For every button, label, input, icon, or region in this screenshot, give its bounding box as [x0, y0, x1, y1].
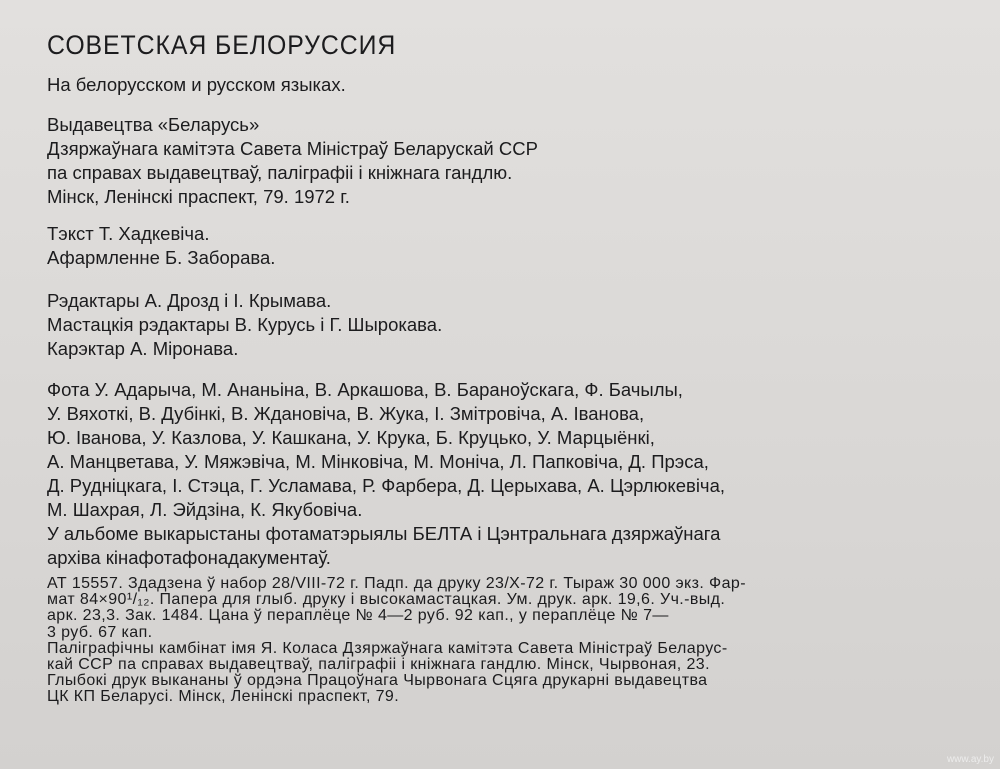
- photo-credit-line: Ю. Іванова, У. Казлова, У. Кашкана, У. Крука, Б. Круцько, У. Марцыёнкі,: [47, 427, 655, 448]
- photo-credit-line: Д. Рудніцкага, І. Стэца, Г. Усламава, Р. Фарбера, Д. Церыхава, А. Цэрлюкевіча,: [47, 475, 725, 496]
- imprint-line: Глыбокі друк выкананы ў ордэна Працоўнага Чырвонага Сцяга друкарні выдавецтва: [47, 672, 708, 690]
- photo-credit-line: А. Манцветава, У. Мяжэвіча, М. Мінковіча, М. Моніча, Л. Папковіча, Д. Прэса,: [47, 451, 709, 472]
- imprint-line: мат 84×90¹/₁₂. Папера для глыб. друку і высокамастацкая. Ум. друк. арк. 19,6. Уч.-выд.: [47, 591, 726, 609]
- publisher-line: па справах выдавецтваў, паліграфіі і кніжнага гандлю.: [47, 162, 513, 183]
- book-title: СОВЕТСКАЯ БЕЛОРУССИЯ: [47, 30, 397, 60]
- imprint-line: 3 руб. 67 кап.: [47, 623, 153, 641]
- editors-block: [47, 289, 442, 361]
- watermark: www.ay.by: [946, 754, 994, 765]
- author-line: Тэкст Т. Хадкевіча.: [47, 223, 210, 244]
- languages-line: На белорусском и русском языках.: [47, 74, 346, 95]
- imprint-line: Паліграфічны камбінат імя Я. Коласа Дзяржаўнага камітэта Савета Міністраў Беларус-: [47, 639, 728, 657]
- imprint-block: [47, 576, 746, 706]
- imprint-line: кай ССР па справах выдавецтваў, паліграфіі і кніжнага гандлю. Мінск, Чырвоная, 23.: [47, 656, 710, 674]
- publisher-line: Дзяржаўнага камітэта Савета Міністраў Беларускай ССР: [47, 138, 538, 159]
- archive-note-line: архіва кінафотафонадакументаў.: [47, 547, 331, 568]
- author-line: Афармленне Б. Заборава.: [47, 247, 276, 268]
- photo-credit-line: Фота У. Адарыча, М. Ананьіна, В. Аркашова, В. Бараноўскага, Ф. Бачылы,: [47, 379, 683, 400]
- imprint-line: арк. 23,3. Зак. 1484. Цана ў пераплёце № 4—2 руб. 92 кап., у пераплёце № 7—: [47, 607, 669, 625]
- publisher-line: Мінск, Ленінскі праспект, 79. 1972 г.: [47, 186, 350, 207]
- photo-credit-line: У. Вяхоткі, В. Дубінкі, В. Ждановіча, В. Жука, І. Змітровіча, А. Іванова,: [47, 403, 645, 424]
- editor-line: Рэдактары А. Дрозд і І. Крымава.: [47, 290, 332, 311]
- authors-block: [47, 222, 275, 270]
- photos-block: [47, 378, 725, 570]
- imprint-line: АТ 15557. Здадзена ў набор 28/VIII-72 г. Падп. да друку 23/X-72 г. Тыраж 30 000 экз. Фар-: [47, 575, 746, 592]
- editor-line: Мастацкія рэдактары В. Курусь і Г. Шырокава.: [47, 314, 443, 335]
- editor-line: Карэктар А. Міронава.: [47, 338, 239, 359]
- publisher-line: Выдавецтва «Беларусь»: [47, 114, 260, 135]
- archive-note-line: У альбоме выкарыстаны фотаматэрыялы БЕЛТА і Цэнтральнага дзяржаўнага: [47, 523, 721, 544]
- imprint-line: ЦК КП Беларусі. Мінск, Ленінскі праспект, 79.: [47, 688, 400, 706]
- photo-credit-line: М. Шахрая, Л. Эйдзіна, К. Якубовіча.: [47, 499, 363, 520]
- languages-note: [47, 73, 346, 97]
- publisher-block: [47, 113, 538, 209]
